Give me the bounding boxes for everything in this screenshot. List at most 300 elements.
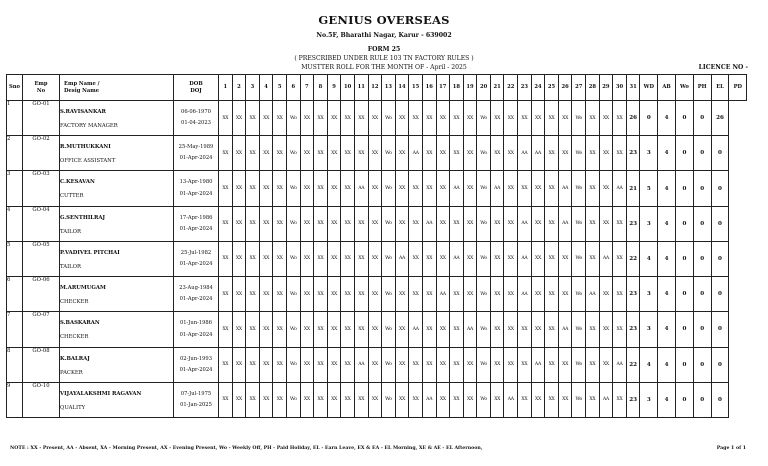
row-day-30: XX — [613, 101, 627, 136]
row-day-26: XX — [558, 277, 572, 312]
row-day-19: XX — [463, 347, 477, 382]
row-day-22: XX — [504, 241, 518, 276]
row-day-28: XX — [586, 206, 600, 241]
row-day-5: XX — [273, 312, 287, 347]
row-day-27: Wo — [572, 312, 586, 347]
row-day-22: XX — [504, 312, 518, 347]
row-sno: 5 — [7, 241, 23, 276]
form-title: FORM 25 — [367, 46, 401, 53]
row-day-6: Wo — [286, 101, 300, 136]
row-day-20: Wo — [477, 241, 491, 276]
row-emp-name: S.RAVISANKAR — [60, 109, 106, 115]
row-day-10: XX — [341, 206, 355, 241]
row-day-1: XX — [219, 347, 233, 382]
row-day-4: XX — [259, 206, 273, 241]
row-day-16: AA — [422, 382, 436, 417]
row-day-4: XX — [259, 136, 273, 171]
col-wd: WD — [640, 75, 658, 101]
row-day-18: XX — [450, 382, 464, 417]
row-pd: 0 — [711, 171, 729, 206]
row-day-10: XX — [341, 382, 355, 417]
row-wd: 23 — [626, 206, 640, 241]
col-day-17: 17 — [436, 75, 450, 101]
row-emp-name: P.VADIVEL PITCHAI — [60, 249, 120, 256]
row-day-9: XX — [327, 101, 341, 136]
row-day-7: XX — [300, 241, 314, 276]
row-day-2: XX — [232, 101, 246, 136]
row-day-23: XX — [518, 101, 532, 136]
row-day-5: XX — [273, 347, 287, 382]
row-day-20: Wo — [477, 277, 491, 312]
row-dob-doj-cell — [174, 277, 219, 312]
row-day-30: XX — [613, 382, 627, 417]
row-day-20: Wo — [477, 312, 491, 347]
row-designation: PACKER — [60, 369, 83, 376]
row-day-26: AA — [558, 312, 572, 347]
row-emp-name: VIJAYALAKSHMI RAGAVAN — [60, 390, 142, 397]
row-day-15: XX — [409, 277, 423, 312]
row-day-28: XX — [586, 347, 600, 382]
row-ph: 0 — [676, 206, 694, 241]
row-dob-doj-cell — [174, 347, 219, 382]
col-day-22: 22 — [504, 75, 518, 101]
row-ab: 3 — [640, 206, 658, 241]
row-day-22: XX — [504, 277, 518, 312]
row-day-13: Wo — [382, 101, 396, 136]
row-el: 0 — [693, 136, 711, 171]
col-day-26: 26 — [558, 75, 572, 101]
company-address: No.5F, Bharathi Nagar, Karur - 639002 — [316, 32, 452, 39]
row-wo: 4 — [658, 312, 676, 347]
row-day-16: AA — [422, 206, 436, 241]
row-day-18: XX — [450, 136, 464, 171]
row-ph: 0 — [676, 277, 694, 312]
row-day-3: XX — [246, 136, 260, 171]
row-wd: 23 — [626, 382, 640, 417]
row-day-30: AA — [613, 347, 627, 382]
row-day-26: AA — [558, 171, 572, 206]
row-dob-doj-cell — [174, 382, 219, 417]
row-day-16: XX — [422, 136, 436, 171]
row-day-11: XX — [354, 277, 368, 312]
col-ab: AB — [658, 75, 676, 101]
row-day-1: XX — [219, 277, 233, 312]
row-day-17: XX — [436, 101, 450, 136]
row-day-7: XX — [300, 382, 314, 417]
row-day-8: XX — [314, 171, 328, 206]
row-day-5: XX — [273, 206, 287, 241]
row-dob-doj-cell — [174, 136, 219, 171]
row-day-13: Wo — [382, 382, 396, 417]
table-row — [7, 277, 747, 312]
table-row — [7, 136, 747, 171]
row-day-25: XX — [545, 136, 559, 171]
col-emp-no-line2: No — [36, 87, 46, 94]
row-day-26: XX — [558, 136, 572, 171]
row-day-23: XX — [518, 171, 532, 206]
row-ph: 0 — [676, 312, 694, 347]
licence-no: LICENCE NO - — [698, 64, 748, 71]
row-ab: 3 — [640, 136, 658, 171]
row-emp-no: GO-01 — [23, 101, 60, 136]
col-day-8: 8 — [314, 75, 328, 101]
col-day-6: 6 — [286, 75, 300, 101]
row-emp-name-cell — [60, 312, 174, 347]
col-sno: Sno — [7, 75, 23, 101]
row-day-12: XX — [368, 277, 382, 312]
row-pd: 26 — [711, 101, 729, 136]
row-day-1: XX — [219, 312, 233, 347]
row-day-29: XX — [599, 171, 613, 206]
row-day-17: XX — [436, 382, 450, 417]
row-day-12: XX — [368, 347, 382, 382]
row-day-30: XX — [613, 241, 627, 276]
row-day-6: Wo — [286, 277, 300, 312]
row-ph: 0 — [676, 101, 694, 136]
row-wd: 23 — [626, 277, 640, 312]
row-day-13: Wo — [382, 136, 396, 171]
row-sno: 7 — [7, 312, 23, 347]
row-emp-name-cell — [60, 206, 174, 241]
row-emp-name: S.BASKARAN — [60, 320, 100, 327]
legend-note: NOTE : XX - Present, AA - Absent, XA - Morning Present, AX - Evening Present, Wo - Weekly Off, PH - Paid Holiday, EL - Earn Leave, EX & EA - EL Morning, XE & AE - EL Afternoon, — [10, 446, 483, 451]
row-wo: 4 — [658, 136, 676, 171]
col-emp-name — [60, 75, 174, 101]
row-wd: 21 — [626, 171, 640, 206]
row-day-15: XX — [409, 241, 423, 276]
row-day-11: AA — [354, 171, 368, 206]
row-dob: 01-Jun-1986 — [179, 320, 213, 327]
row-ab: 3 — [640, 382, 658, 417]
row-day-19: AA — [463, 312, 477, 347]
row-day-29: AA — [599, 241, 613, 276]
row-emp-name-cell — [60, 347, 174, 382]
row-wo: 4 — [658, 101, 676, 136]
row-designation: CUTTER — [60, 193, 84, 200]
col-day-9: 9 — [327, 75, 341, 101]
row-day-7: XX — [300, 277, 314, 312]
row-pd: 0 — [711, 277, 729, 312]
row-day-3: XX — [246, 171, 260, 206]
row-day-29: AA — [599, 382, 613, 417]
row-day-20: Wo — [477, 171, 491, 206]
row-day-2: XX — [232, 347, 246, 382]
table-row — [7, 171, 747, 206]
row-doj: 01-Jan-2025 — [180, 401, 212, 408]
row-day-9: XX — [327, 171, 341, 206]
row-day-29: XX — [599, 312, 613, 347]
row-ph: 0 — [676, 347, 694, 382]
row-day-28: XX — [586, 382, 600, 417]
row-day-21: XX — [490, 206, 504, 241]
row-emp-name-cell — [60, 382, 174, 417]
row-day-16: XX — [422, 347, 436, 382]
col-el: EL — [711, 75, 729, 101]
row-day-19: XX — [463, 241, 477, 276]
row-designation: QUALITY — [60, 404, 86, 411]
row-day-11: XX — [354, 241, 368, 276]
row-day-19: XX — [463, 101, 477, 136]
company-name: GENIUS OVERSEAS — [318, 13, 450, 27]
row-day-15: XX — [409, 382, 423, 417]
row-el: 0 — [693, 171, 711, 206]
row-emp-name-cell — [60, 241, 174, 276]
col-day-21: 21 — [490, 75, 504, 101]
row-day-21: XX — [490, 241, 504, 276]
row-wo: 4 — [658, 171, 676, 206]
row-designation: TAILOR — [60, 228, 82, 235]
row-dob-doj-cell — [174, 206, 219, 241]
col-day-27: 27 — [572, 75, 586, 101]
table-row — [7, 347, 747, 382]
row-day-11: XX — [354, 382, 368, 417]
row-day-19: XX — [463, 171, 477, 206]
col-day-5: 5 — [273, 75, 287, 101]
row-day-10: XX — [341, 347, 355, 382]
col-emp-name-line1: Emp Name / — [64, 80, 100, 87]
row-el: 0 — [693, 382, 711, 417]
row-day-24: XX — [531, 277, 545, 312]
row-day-6: Wo — [286, 206, 300, 241]
row-day-5: XX — [273, 382, 287, 417]
col-day-10: 10 — [341, 75, 355, 101]
row-day-14: AA — [395, 241, 409, 276]
row-day-11: XX — [354, 101, 368, 136]
col-day-31: 31 — [626, 75, 640, 101]
row-day-10: XX — [341, 171, 355, 206]
row-day-2: XX — [232, 382, 246, 417]
row-day-30: AA — [613, 171, 627, 206]
col-dob-line2: DOJ — [190, 87, 202, 94]
row-el: 0 — [693, 241, 711, 276]
row-emp-no: GO-07 — [23, 312, 60, 347]
row-day-2: XX — [232, 171, 246, 206]
row-day-17: XX — [436, 171, 450, 206]
row-day-1: XX — [219, 206, 233, 241]
row-day-4: XX — [259, 382, 273, 417]
row-day-17: XX — [436, 241, 450, 276]
row-day-6: Wo — [286, 136, 300, 171]
row-designation: FACTORY MANAGER — [60, 123, 118, 129]
row-day-23: AA — [518, 241, 532, 276]
row-pd: 0 — [711, 136, 729, 171]
row-ph: 0 — [676, 136, 694, 171]
col-day-4: 4 — [259, 75, 273, 101]
row-day-27: Wo — [572, 206, 586, 241]
row-dob: 17-Apr-1986 — [179, 214, 213, 221]
row-day-30: XX — [613, 277, 627, 312]
row-day-6: Wo — [286, 241, 300, 276]
row-day-9: XX — [327, 241, 341, 276]
row-wd: 23 — [626, 136, 640, 171]
row-day-15: XX — [409, 347, 423, 382]
row-day-18: XX — [450, 347, 464, 382]
table-row — [7, 382, 747, 417]
row-day-22: XX — [504, 136, 518, 171]
col-day-20: 20 — [477, 75, 491, 101]
row-day-14: XX — [395, 312, 409, 347]
row-emp-no: GO-05 — [23, 241, 60, 276]
row-dob: 25-Jul-1982 — [180, 249, 212, 256]
row-day-5: XX — [273, 171, 287, 206]
row-day-14: XX — [395, 382, 409, 417]
row-dob: 02-Jun-1993 — [179, 355, 213, 362]
col-day-24: 24 — [531, 75, 545, 101]
row-day-8: XX — [314, 101, 328, 136]
row-day-24: XX — [531, 382, 545, 417]
row-pd: 0 — [711, 241, 729, 276]
col-day-7: 7 — [300, 75, 314, 101]
row-day-18: XX — [450, 312, 464, 347]
row-dob: 06-06-1970 — [181, 109, 211, 115]
row-day-23: AA — [518, 136, 532, 171]
row-day-27: Wo — [572, 347, 586, 382]
row-day-4: XX — [259, 312, 273, 347]
row-emp-no: GO-03 — [23, 171, 60, 206]
row-el: 0 — [693, 206, 711, 241]
row-day-21: XX — [490, 277, 504, 312]
row-day-8: XX — [314, 277, 328, 312]
row-day-30: XX — [613, 312, 627, 347]
row-day-3: XX — [246, 206, 260, 241]
row-day-24: AA — [531, 347, 545, 382]
row-day-11: AA — [354, 347, 368, 382]
row-ab: 5 — [640, 171, 658, 206]
row-el: 0 — [693, 347, 711, 382]
row-wd: 22 — [626, 241, 640, 276]
row-day-27: Wo — [572, 277, 586, 312]
col-day-3: 3 — [246, 75, 260, 101]
row-ab: 0 — [640, 101, 658, 136]
row-day-13: Wo — [382, 347, 396, 382]
row-day-26: AA — [558, 206, 572, 241]
row-day-11: XX — [354, 136, 368, 171]
row-day-9: XX — [327, 312, 341, 347]
col-day-30: 30 — [613, 75, 627, 101]
row-sno: 8 — [7, 347, 23, 382]
row-day-2: XX — [232, 206, 246, 241]
row-ph: 0 — [676, 171, 694, 206]
row-day-5: XX — [273, 277, 287, 312]
row-day-14: XX — [395, 206, 409, 241]
col-pd: PD — [729, 75, 747, 101]
row-day-9: XX — [327, 206, 341, 241]
row-day-19: XX — [463, 382, 477, 417]
row-day-14: XX — [395, 277, 409, 312]
row-ab: 4 — [640, 347, 658, 382]
row-day-19: XX — [463, 206, 477, 241]
row-doj: 01-Apr-2024 — [179, 261, 213, 268]
row-day-12: XX — [368, 171, 382, 206]
row-emp-name: R.MUTHUKKANI — [60, 144, 111, 151]
col-day-19: 19 — [463, 75, 477, 101]
row-day-4: XX — [259, 347, 273, 382]
row-day-28: AA — [586, 277, 600, 312]
row-day-10: XX — [341, 241, 355, 276]
row-day-7: XX — [300, 347, 314, 382]
row-emp-no: GO-02 — [23, 136, 60, 171]
row-doj: 01-Apr-2024 — [179, 296, 213, 303]
row-day-2: XX — [232, 312, 246, 347]
row-day-12: XX — [368, 206, 382, 241]
row-pd: 0 — [711, 347, 729, 382]
row-day-18: XX — [450, 101, 464, 136]
row-wo: 4 — [658, 277, 676, 312]
row-day-13: Wo — [382, 241, 396, 276]
col-emp-no — [23, 75, 60, 101]
row-day-1: XX — [219, 241, 233, 276]
row-day-17: AA — [436, 277, 450, 312]
row-el: 0 — [693, 277, 711, 312]
col-emp-no-line1: Emp — [34, 80, 48, 87]
row-day-25: XX — [545, 206, 559, 241]
row-day-9: XX — [327, 347, 341, 382]
row-sno: 9 — [7, 382, 23, 417]
row-emp-no: GO-06 — [23, 277, 60, 312]
row-ab: 3 — [640, 277, 658, 312]
row-day-24: XX — [531, 206, 545, 241]
row-day-7: XX — [300, 101, 314, 136]
row-day-1: XX — [219, 136, 233, 171]
row-emp-name: C.KESAVAN — [60, 179, 95, 186]
row-day-21: XX — [490, 347, 504, 382]
row-day-25: XX — [545, 382, 559, 417]
row-day-20: Wo — [477, 382, 491, 417]
row-day-1: XX — [219, 101, 233, 136]
row-sno: 6 — [7, 277, 23, 312]
row-designation: CHECKER — [60, 299, 89, 306]
row-day-27: Wo — [572, 101, 586, 136]
row-day-4: XX — [259, 241, 273, 276]
row-day-4: XX — [259, 277, 273, 312]
header-row — [7, 75, 747, 101]
row-day-18: XX — [450, 206, 464, 241]
row-pd: 0 — [711, 206, 729, 241]
row-day-11: XX — [354, 206, 368, 241]
row-day-27: Wo — [572, 136, 586, 171]
row-designation: CHECKER — [60, 334, 89, 341]
col-dob-line1: DOB — [189, 80, 203, 87]
row-day-28: XX — [586, 312, 600, 347]
row-day-23: XX — [518, 347, 532, 382]
row-day-25: XX — [545, 171, 559, 206]
row-day-8: XX — [314, 136, 328, 171]
row-day-5: XX — [273, 136, 287, 171]
row-day-10: XX — [341, 277, 355, 312]
row-sno: 3 — [7, 171, 23, 206]
row-day-7: XX — [300, 312, 314, 347]
row-day-3: XX — [246, 347, 260, 382]
row-day-17: XX — [436, 206, 450, 241]
row-wd: 22 — [626, 347, 640, 382]
row-day-8: XX — [314, 206, 328, 241]
row-day-24: XX — [531, 101, 545, 136]
col-day-25: 25 — [545, 75, 559, 101]
row-sno: 2 — [7, 136, 23, 171]
row-day-22: XX — [504, 347, 518, 382]
row-el: 0 — [693, 312, 711, 347]
row-emp-no: GO-10 — [23, 382, 60, 417]
row-day-10: XX — [341, 101, 355, 136]
row-day-12: XX — [368, 101, 382, 136]
row-day-3: XX — [246, 382, 260, 417]
row-day-24: XX — [531, 241, 545, 276]
row-day-20: Wo — [477, 347, 491, 382]
row-day-3: XX — [246, 277, 260, 312]
row-day-29: XX — [599, 136, 613, 171]
row-day-25: XX — [545, 101, 559, 136]
row-day-27: Wo — [572, 241, 586, 276]
